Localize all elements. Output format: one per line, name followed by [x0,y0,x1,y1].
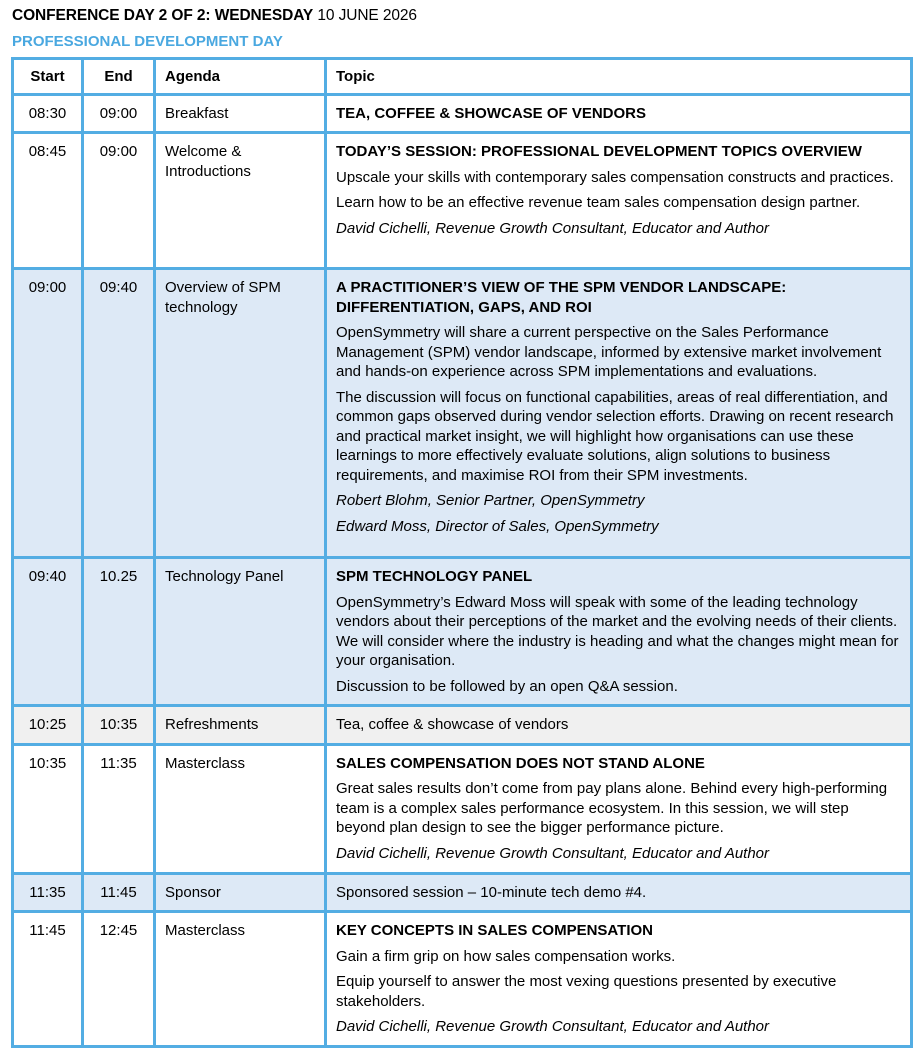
column-header-start: Start [13,59,83,95]
agenda-table [11,57,913,1048]
speaker-credit: David Cichelli, Revenue Growth Consultant, Educator and Author [336,219,770,237]
speaker-credit: Edward Moss, Director of Sales, OpenSymmetry [336,517,659,535]
agenda-label: Overview of SPM technology [155,269,326,558]
topic-description: OpenSymmetry will share a current perspective on the Sales Performance Management (SPM) vendor landscape, informed by extensive market involvement and hands-on experience across SPM implementations and evaluations. [336,324,882,380]
speaker-credit: Robert Blohm, Senior Partner, OpenSymmetry [336,492,645,509]
topic-title: A PRACTITIONER’S VIEW OF THE SPM VENDOR LANDSCAPE: DIFFERENTIATION, GAPS, AND ROI [336,279,787,316]
agenda-label: Technology Panel [155,558,326,706]
agenda-label: Refreshments [155,706,326,745]
start-time: 09:40 [13,558,83,706]
topic-cell [326,558,912,706]
table-row [13,873,912,912]
topic-title: SPM TECHNOLOGY PANEL [336,568,533,585]
start-time: 11:45 [13,912,83,1047]
topic-cell [326,133,912,269]
topic-text: Tea, coffee & showcase of vendors [336,716,569,733]
page-title-day: CONFERENCE DAY 2 OF 2: WEDNESDAY [12,7,314,24]
end-time: 11:45 [83,873,155,912]
end-time: 09:00 [83,133,155,269]
page-title-date: 10 JUNE 2026 [317,7,417,24]
end-time: 12:45 [83,912,155,1047]
topic-description: Equip yourself to answer the most vexing questions presented by executive stakeholders. [336,973,837,1010]
table-row [13,94,912,133]
topic-description: OpenSymmetry’s Edward Moss will speak with some of the leading technology vendors about their perceptions of the market and the evolving needs of their clients. We will consider where the industry is heading and what the changes might mean for your organisation. [336,593,899,669]
topic-description: The discussion will focus on functional capabilities, areas of real differentiation, and common gaps observed during vendor selection efforts. Drawing on recent research and practical market insight, we will highlight how organisations can use these learnings to more effectively evaluate solutions, align solutions to business requirements, and maximise ROI from their SPM investments. [336,388,894,484]
topic-title: SALES COMPENSATION DOES NOT STAND ALONE [336,754,705,772]
column-header-agenda: Agenda [155,59,326,95]
topic-description: Upscale your skills with contemporary sales compensation constructs and practices. [336,168,894,186]
topic-cell [326,269,912,558]
topic-cell [326,94,912,133]
end-time: 09:40 [83,269,155,558]
agenda-label: Sponsor [155,873,326,912]
table-row [13,133,912,269]
table-header-row [13,59,912,95]
start-time: 08:45 [13,133,83,269]
speaker-credit: David Cichelli, Revenue Growth Consultant, Educator and Author [336,1018,770,1035]
agenda-label: Breakfast [155,94,326,133]
topic-description: Discussion to be followed by an open Q&A session. [336,677,678,695]
topic-cell [326,912,912,1047]
table-row [13,912,912,1047]
end-time: 09:00 [83,94,155,133]
topic-title: TEA, COFFEE & SHOWCASE OF VENDORS [336,104,647,122]
topic-cell [326,706,912,745]
start-time: 10:35 [13,744,83,873]
topic-title: TODAY’S SESSION: PROFESSIONAL DEVELOPMENT TOPICS OVERVIEW [336,143,862,160]
end-time: 10.25 [83,558,155,706]
start-time: 08:30 [13,94,83,133]
agenda-label: Masterclass [155,912,326,1047]
start-time: 09:00 [13,269,83,558]
topic-cell [326,744,912,873]
speaker-credit: David Cichelli, Revenue Growth Consultant, Educator and Author [336,844,770,862]
topic-description: Gain a firm grip on how sales compensation works. [336,947,676,965]
topic-title: KEY CONCEPTS IN SALES COMPENSATION [336,922,653,939]
topic-description: Learn how to be an effective revenue team sales compensation design partner. [336,194,861,211]
table-row [13,706,912,745]
page-subtitle: PROFESSIONAL DEVELOPMENT DAY [12,33,283,50]
page-title [12,6,417,26]
agenda-label: Welcome & Introductions [155,133,326,269]
table-row [13,744,912,873]
end-time: 11:35 [83,744,155,873]
topic-cell [326,873,912,912]
table-row [13,558,912,706]
agenda-label: Masterclass [155,744,326,873]
start-time: 10:25 [13,706,83,745]
end-time: 10:35 [83,706,155,745]
topic-text: Sponsored session – 10-minute tech demo #4. [336,883,647,901]
table-row [13,269,912,558]
start-time: 11:35 [13,873,83,912]
column-header-end: End [83,59,155,95]
topic-description: Great sales results don’t come from pay plans alone. Behind every high-performing team is a complex sales performance ecosystem. In this session, we will step beyond plan design to see the bigger performance picture. [336,780,888,836]
column-header-topic: Topic [326,59,912,95]
